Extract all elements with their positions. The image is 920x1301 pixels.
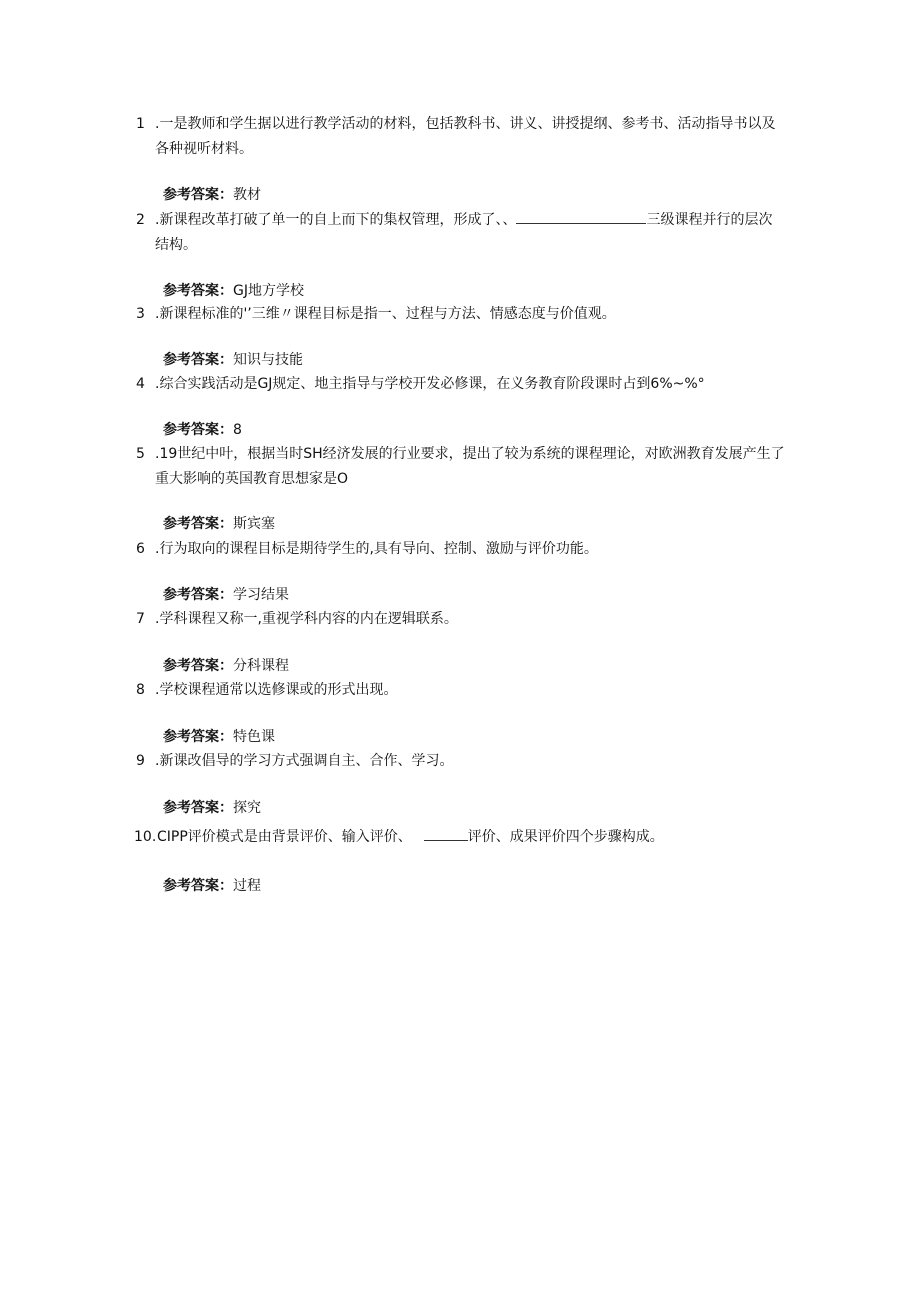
question-number: 9 [136, 753, 145, 769]
question-number: 5 [136, 446, 145, 462]
answer-6 [163, 585, 289, 605]
question-number: 7 [136, 611, 145, 627]
answer-value: 斯宾塞 [233, 516, 275, 532]
answer-label: 参考答案： [163, 800, 233, 816]
answer-label: 参考答案： [163, 187, 233, 203]
answer-8 [163, 727, 275, 747]
question-number: 1 [136, 116, 145, 132]
answer-value: 探究 [233, 800, 261, 816]
answer-value: 8 [233, 422, 242, 438]
answer-9 [163, 798, 261, 818]
question-text: .学校课程通常以选修课或的形式出现。 [155, 682, 398, 698]
answer-1 [163, 185, 261, 205]
answer-value: 学习结果 [233, 587, 289, 603]
answer-value: 过程 [233, 878, 261, 894]
answer-label: 参考答案： [163, 422, 233, 438]
question-text-part-a: .新课程改革打破了单一的自上而下的集权管理，形成了、、 [155, 212, 517, 228]
answer-7 [163, 656, 289, 676]
question-text: .新课改倡导的学习方式强调自主、合作、学习。 [155, 753, 454, 769]
answer-blank [424, 828, 468, 841]
question-number: 4 [136, 376, 145, 392]
question-text: .一是教师和学生据以进行教学活动的材料，包括教科书、讲义、讲授提纲、参考书、活动指导书以及各种视听材料。 [155, 116, 776, 157]
question-text: .行为取向的课程目标是期待学生的,具有导向、控制、激励与评价功能。 [155, 541, 598, 557]
answer-3 [163, 350, 303, 370]
answer-label: 参考答案： [163, 658, 233, 674]
answer-2 [163, 281, 304, 301]
answer-10 [163, 876, 261, 896]
answer-value: GJ地方学校 [233, 283, 304, 299]
question-text: .学科课程又称一,重视学科内容的内在逻辑联系。 [155, 611, 458, 627]
question-text [155, 208, 785, 258]
question-number: 8 [136, 682, 145, 698]
answer-5 [163, 514, 275, 534]
question-text: .19世纪中叶，根据当时SH经济发展的行业要求，提出了较为系统的课程理论，对欧洲教育发展产生了重大影响的英国教育思想家是O [155, 446, 785, 487]
question-text-part-b: 三级课程并行的层次结构。 [155, 212, 773, 253]
question-text: .新课程标准的'’三维〃课程目标是指一、过程与方法、情感态度与价值观。 [155, 306, 616, 322]
question-text [157, 825, 787, 850]
question-number: 10. [134, 829, 157, 845]
answer-label: 参考答案： [163, 283, 233, 299]
answer-label: 参考答案： [163, 516, 233, 532]
question-number: 6 [136, 541, 145, 557]
question-text-part-b: 评价、成果评价四个步骤构成。 [467, 829, 664, 845]
answer-label: 参考答案： [163, 729, 233, 745]
answer-value: 教材 [233, 187, 261, 203]
answer-label: 参考答案： [163, 587, 233, 603]
question-text-part-a: CIPP评价模式是由背景评价、输入评价、 [157, 829, 412, 845]
question-number: 2 [136, 212, 145, 228]
answer-value: 特色课 [233, 729, 275, 745]
answer-4 [163, 420, 242, 440]
answer-label: 参考答案： [163, 878, 233, 894]
answer-blank [516, 211, 646, 224]
answer-value: 分科课程 [233, 658, 289, 674]
question-number: 3 [136, 306, 145, 322]
answer-value: 知识与技能 [233, 352, 303, 368]
question-text: .综合实践活动是GJ规定、地主指导与学校开发必修课，在义务教育阶段课时占到6%~%° [155, 376, 705, 392]
answer-label: 参考答案： [163, 352, 233, 368]
